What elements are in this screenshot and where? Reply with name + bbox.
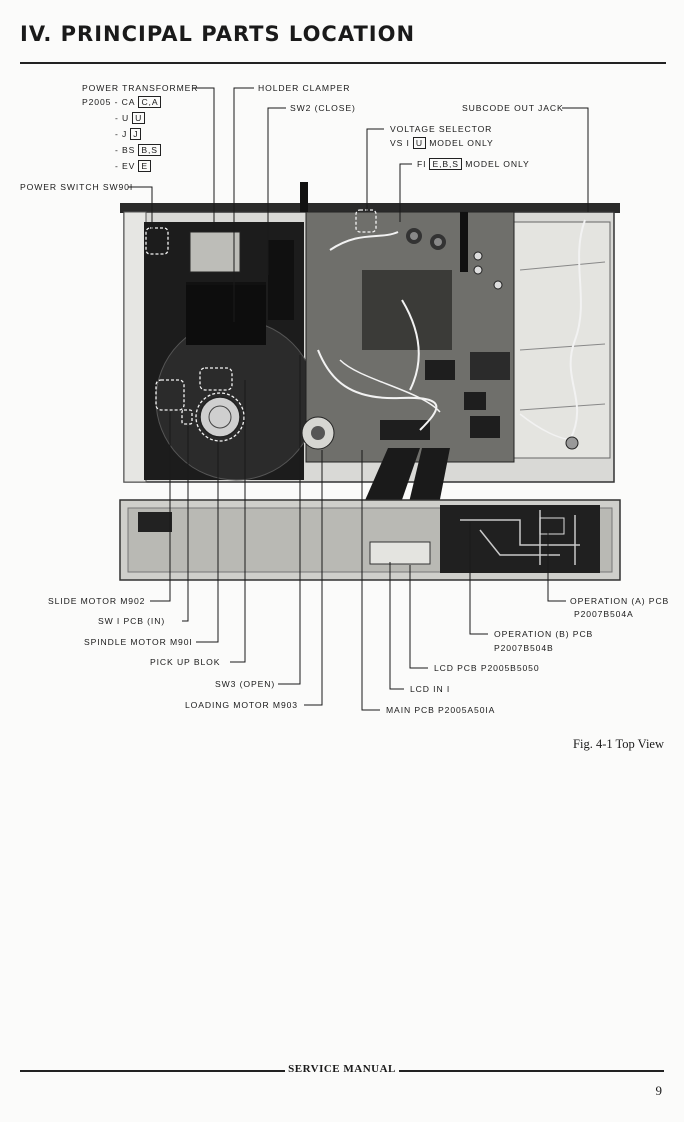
power-transformer-label: POWER TRANSFORMER	[82, 83, 199, 93]
pick-up-blok-label: PICK UP BLOK	[150, 657, 221, 667]
left-side-rail	[124, 212, 146, 482]
sw2-block	[268, 240, 294, 320]
operation-b-part-label: P2007B504B	[494, 643, 554, 653]
transformer-variant-j: - J J	[115, 129, 141, 140]
figure-caption: Fig. 4-1 Top View	[573, 737, 664, 751]
operation-a-pcb-label: OPERATION (A) PCB	[570, 596, 670, 606]
lcd-pcb	[370, 542, 430, 564]
transformer-variant-ev: - EV E	[115, 161, 151, 172]
page-number: 9	[655, 1083, 662, 1098]
footer-label: SERVICE MANUAL	[0, 1063, 684, 1075]
vs1-model-label: VS I U MODEL ONLY	[390, 138, 494, 148]
section-heading: IV. PRINCIPAL PARTS LOCATION	[20, 22, 416, 46]
lcd-pcb-label: LCD PCB P2005B5050	[434, 663, 540, 673]
subcode-out-jack-label: SUBCODE OUT JACK	[462, 103, 564, 113]
power-switch-label: POWER SWITCH SW90I	[20, 182, 134, 192]
sw1-pcb-label: SW I PCB (IN)	[98, 616, 166, 626]
operation-a-part-label: P2007B504A	[574, 609, 634, 619]
holder-clamper	[186, 285, 266, 345]
right-chassis-panel	[514, 222, 610, 458]
transformer-variant-ca: P2005 - CA C,A	[82, 97, 161, 108]
holder-clamper-label: HOLDER CLAMPER	[258, 83, 351, 93]
slide-motor-label: SLIDE MOTOR M902	[48, 596, 146, 606]
operation-b-pcb-label: OPERATION (B) PCB	[494, 629, 594, 639]
lcd-in1-label: LCD IN I	[410, 684, 451, 694]
sw3-open-label: SW3 (OPEN)	[215, 679, 276, 689]
spindle-motor-label: SPINDLE MOTOR M90I	[84, 637, 193, 647]
loading-motor-label: LOADING MOTOR M903	[185, 700, 298, 710]
fuse-model-label: FI E,B,S MODEL ONLY	[417, 159, 530, 169]
transformer	[190, 232, 240, 272]
spindle-motor	[200, 397, 240, 437]
transformer-variant-bs: - BS B,S	[115, 145, 161, 156]
transformer-variant-u: - U U	[115, 113, 145, 124]
voltage-selector-label: VOLTAGE SELECTOR	[390, 124, 493, 134]
main-pcb-label: MAIN PCB P2005A50IA	[386, 705, 496, 715]
sw2-close-label: SW2 (CLOSE)	[290, 103, 356, 113]
